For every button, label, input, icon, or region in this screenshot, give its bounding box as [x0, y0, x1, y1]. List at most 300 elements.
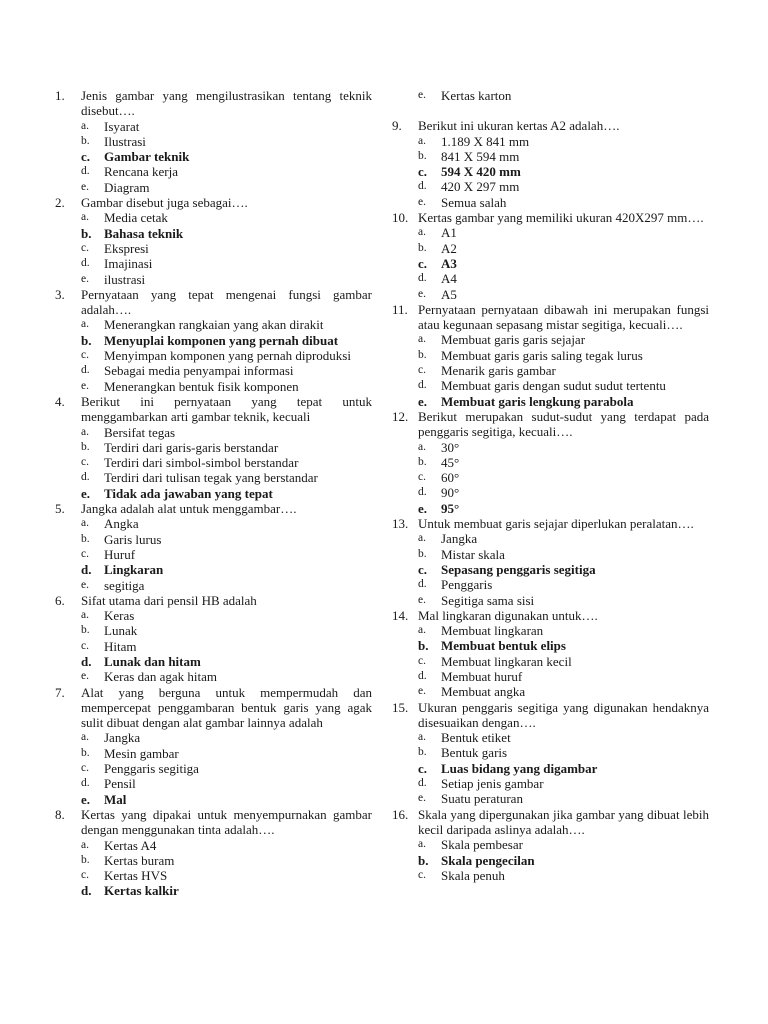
option-text: Menerangkan bentuk fisik komponen: [104, 378, 299, 394]
question-stem: [55, 685, 372, 731]
answer-option: [55, 730, 372, 745]
question-number: 7.: [55, 684, 65, 700]
question-number: 12.: [392, 408, 409, 424]
question-text: Skala yang dipergunakan jika gambar yang dibuat lebih kecil daripada aslinya adalah….: [418, 806, 709, 837]
option-letter: a.: [418, 838, 426, 851]
option-letter: b.: [81, 624, 90, 637]
option-letter: b.: [418, 455, 427, 468]
option-text: Membuat garis dengan sudut sudut tertentu: [441, 378, 666, 394]
option-text: Lunak: [104, 623, 138, 639]
answer-option: [392, 623, 709, 638]
question-13: [392, 516, 709, 608]
question-16: [392, 807, 709, 883]
answer-option: [392, 363, 709, 378]
option-letter: e.: [418, 593, 426, 606]
answer-option: [392, 531, 709, 546]
column-gap: [392, 103, 709, 118]
answer-option: [55, 669, 372, 684]
question-stem: [55, 287, 372, 318]
answer-option: [55, 516, 372, 531]
answer-option: [55, 440, 372, 455]
option-letter: a.: [81, 838, 89, 851]
option-letter: b.: [418, 852, 429, 868]
option-letter: d.: [81, 257, 90, 270]
option-text: Membuat huruf: [441, 668, 523, 684]
question-stem: [392, 807, 709, 838]
answer-option-correct: [392, 562, 709, 577]
question-stem: [55, 394, 372, 425]
answer-option: [392, 149, 709, 164]
option-text: A3: [441, 255, 457, 271]
question-number: 9.: [392, 118, 402, 134]
option-text: Jangka: [104, 730, 141, 746]
option-letter: a.: [418, 333, 426, 346]
answer-option: [55, 241, 372, 256]
answer-option-correct: [392, 501, 709, 516]
option-text: Rencana kerja: [104, 164, 178, 180]
option-text: Kertas A4: [104, 837, 157, 853]
option-letter: e.: [81, 791, 91, 807]
option-text: Imajinasi: [104, 256, 153, 272]
option-text: 420 X 297 mm: [441, 179, 520, 195]
option-text: A5: [441, 286, 457, 302]
option-letter: d.: [81, 883, 92, 899]
option-letter: d.: [81, 653, 92, 669]
answer-option: [55, 639, 372, 654]
option-text: Diagram: [104, 179, 150, 195]
option-letter: c.: [418, 760, 428, 776]
answer-option: [55, 256, 372, 271]
option-text: Keras: [104, 608, 135, 624]
option-text: Bentuk garis: [441, 745, 508, 761]
option-text: Menarik garis gambar: [441, 363, 556, 379]
option-letter: d.: [418, 379, 427, 392]
option-letter: a.: [418, 624, 426, 637]
option-letter: e.: [418, 500, 428, 516]
option-letter: c.: [81, 456, 89, 469]
answer-option-correct: [55, 149, 372, 164]
option-text: Angka: [104, 516, 139, 532]
option-text: Membuat lingkaran: [441, 623, 544, 639]
answer-option: [392, 470, 709, 485]
option-letter: a.: [418, 731, 426, 744]
answer-option: [392, 88, 709, 103]
question-text: Ukuran penggaris segitiga yang digunakan hendaknya disesuaikan dengan….: [418, 699, 709, 730]
answer-option-correct: [55, 226, 372, 241]
option-text: Pensil: [104, 776, 136, 792]
question-number: 14.: [392, 607, 409, 623]
option-text: Skala pengecilan: [441, 852, 535, 868]
option-text: Semua salah: [441, 194, 507, 210]
option-text: Bersifat tegas: [104, 424, 176, 440]
option-letter: b.: [418, 547, 427, 560]
answer-option-correct: [392, 853, 709, 868]
question-2: [55, 195, 372, 287]
answer-option: [392, 348, 709, 363]
answer-option-correct: [55, 654, 372, 669]
question-stem: [392, 302, 709, 333]
option-text: Menyimpan komponen yang pernah diproduksi: [104, 348, 351, 364]
question-text: Gambar disebut juga sebagai….: [81, 195, 248, 211]
option-letter: a.: [81, 119, 89, 132]
option-letter: d.: [81, 562, 92, 578]
option-letter: e.: [81, 272, 89, 285]
answer-option-correct: [55, 562, 372, 577]
option-letter: c.: [81, 869, 89, 882]
option-text: Keras dan agak hitam: [104, 669, 217, 685]
question-number: 8.: [55, 806, 65, 822]
answer-option: [392, 547, 709, 562]
question-stem: [55, 501, 372, 516]
answer-option: [392, 455, 709, 470]
option-text: 594 X 420 mm: [441, 164, 521, 180]
option-letter: c.: [81, 762, 89, 775]
question-text: Sifat utama dari pensil HB adalah: [81, 592, 257, 608]
question-stem: [392, 409, 709, 440]
answer-option: [392, 577, 709, 592]
option-letter: e.: [418, 195, 426, 208]
answer-option: [55, 455, 372, 470]
option-text: Membuat angka: [441, 684, 526, 700]
question-number: 1.: [55, 88, 65, 103]
question-10: [392, 210, 709, 302]
option-letter: d.: [418, 777, 427, 790]
answer-option: [55, 853, 372, 868]
answer-option: [55, 164, 372, 179]
option-text: Ilustrasi: [104, 133, 146, 149]
option-letter: e.: [81, 180, 89, 193]
option-letter: e.: [418, 89, 426, 101]
option-letter: b.: [81, 440, 90, 453]
option-letter: b.: [418, 149, 427, 162]
option-text: 90°: [441, 485, 460, 501]
option-text: Isyarat: [104, 118, 140, 134]
option-letter: d.: [418, 486, 427, 499]
option-text: Tidak ada jawaban yang tepat: [104, 485, 273, 501]
option-letter: c.: [418, 654, 426, 667]
option-text: Terdiri dari tulisan tegak yang berstandar: [104, 470, 318, 486]
option-text: Membuat lingkaran kecil: [441, 653, 572, 669]
answer-option: [392, 241, 709, 256]
option-letter: a.: [418, 134, 426, 147]
answer-option: [55, 180, 372, 195]
option-text: Lunak dan hitam: [104, 653, 201, 669]
option-letter: b.: [418, 241, 427, 254]
option-letter: d.: [81, 777, 90, 790]
option-text: Jangka: [441, 531, 478, 547]
question-text: Jangka adalah alat untuk menggambar….: [81, 501, 297, 517]
answer-option: [55, 470, 372, 485]
question-stem: [55, 88, 372, 119]
option-letter: e.: [81, 379, 89, 392]
question-number: 2.: [55, 195, 65, 211]
option-text: 60°: [441, 470, 460, 486]
option-letter: a.: [81, 517, 89, 530]
question-number: 6.: [55, 592, 65, 608]
answer-option-correct: [392, 164, 709, 179]
option-letter: e.: [418, 393, 428, 409]
question-4: [55, 394, 372, 501]
option-text: Suatu peraturan: [441, 791, 523, 807]
answer-option: [55, 532, 372, 547]
option-letter: d.: [81, 471, 90, 484]
answer-option-correct: [55, 333, 372, 348]
answer-option: [392, 791, 709, 806]
option-letter: c.: [81, 349, 89, 362]
option-text: Membuat garis garis saling tegak lurus: [441, 347, 643, 363]
question-stem: [55, 195, 372, 210]
answer-option: [392, 868, 709, 883]
option-text: Terdiri dari garis-garis berstandar: [104, 439, 279, 455]
option-text: Garis lurus: [104, 531, 162, 547]
answer-option: [392, 684, 709, 699]
option-letter: b.: [81, 332, 92, 348]
option-letter: d.: [418, 180, 427, 193]
option-text: Menerangkan rangkaian yang akan dirakit: [104, 317, 324, 333]
option-letter: c.: [418, 364, 426, 377]
option-letter: c.: [81, 241, 89, 254]
answer-option-correct: [392, 256, 709, 271]
question-text: Pernyataan yang tepat mengenai fungsi gambar adalah….: [81, 286, 372, 318]
answer-option: [55, 761, 372, 776]
answer-option-correct: [392, 638, 709, 653]
option-text: A4: [441, 271, 457, 287]
answer-option: [55, 838, 372, 853]
question-number: 4.: [55, 393, 65, 409]
answer-option: [55, 425, 372, 440]
option-text: Bentuk etiket: [441, 730, 511, 746]
answer-option: [392, 332, 709, 347]
question-11: [392, 302, 709, 409]
option-text: Terdiri dari simbol-simbol berstandar: [104, 455, 299, 471]
option-letter: e.: [81, 485, 91, 501]
question-7: [55, 685, 372, 807]
answer-option: [55, 547, 372, 562]
question-text: Pernyataan pernyataan dibawah ini merupakan fungsi atau kegunaan sepasang mistar segitiga, kecuali….: [418, 301, 709, 333]
answer-option: [55, 623, 372, 638]
option-text: Membuat garis lengkung parabola: [441, 393, 634, 409]
question-stem: [392, 210, 709, 225]
option-letter: d.: [418, 669, 427, 682]
answer-option: [55, 210, 372, 225]
answer-option: [55, 272, 372, 287]
option-text: Kertas buram: [104, 852, 175, 868]
option-text: Gambar teknik: [104, 149, 190, 165]
answer-option: [392, 776, 709, 791]
answer-option: [392, 440, 709, 455]
answer-option: [55, 608, 372, 623]
question-number: 5.: [55, 501, 65, 517]
answer-option: [392, 730, 709, 745]
answer-option-correct: [392, 761, 709, 776]
answer-option: [392, 179, 709, 194]
question-text: Berikut ini ukuran kertas A2 adalah….: [418, 118, 620, 134]
question-text: Berikut merupakan sudut-sudut yang terdapat pada penggaris segitiga, kecuali….: [418, 408, 709, 440]
answer-option-correct: [55, 883, 372, 898]
answer-option: [392, 485, 709, 500]
question-number: 10.: [392, 210, 409, 226]
question-12: [392, 409, 709, 516]
option-letter: c.: [81, 547, 89, 560]
question-3: [55, 287, 372, 394]
option-text: segitiga: [104, 577, 145, 593]
question-stem: [55, 593, 372, 608]
question-number: 13.: [392, 516, 409, 532]
answer-option-correct: [55, 486, 372, 501]
option-text: Kertas HVS: [104, 868, 168, 884]
option-text: 45°: [441, 454, 460, 470]
question-1: [55, 88, 372, 195]
option-text: Luas bidang yang digambar: [441, 760, 598, 776]
option-letter: c.: [81, 149, 91, 165]
option-text: Penggaris: [441, 577, 493, 593]
option-text: Sepasang penggaris segitiga: [441, 561, 596, 577]
option-letter: e.: [81, 670, 89, 683]
option-letter: a.: [81, 731, 89, 744]
answer-option: [392, 654, 709, 669]
question-9: [392, 118, 709, 210]
option-letter: b.: [81, 746, 90, 759]
option-text: Lingkaran: [104, 562, 164, 578]
option-text: Bahasa teknik: [104, 225, 184, 241]
option-letter: b.: [81, 532, 90, 545]
option-letter: a.: [418, 440, 426, 453]
answer-option: [392, 225, 709, 240]
option-text: 841 X 594 mm: [441, 148, 520, 164]
question-14: [392, 608, 709, 700]
answer-option: [55, 776, 372, 791]
question-text: Kertas yang dipakai untuk menyempurnakan gambar dengan menggunakan tinta adalah….: [81, 806, 372, 838]
option-letter: c.: [418, 471, 426, 484]
option-letter: e.: [81, 578, 89, 591]
option-text: Skala pembesar: [441, 837, 523, 853]
option-letter: b.: [418, 638, 429, 654]
answer-option: [392, 195, 709, 210]
option-text: ilustrasi: [104, 271, 146, 287]
answer-option-correct: [55, 792, 372, 807]
answer-option: [55, 578, 372, 593]
question-number: 3.: [55, 286, 65, 302]
option-letter: b.: [418, 348, 427, 361]
option-text: Penggaris segitiga: [104, 761, 199, 777]
answer-option: [392, 271, 709, 286]
answer-option: [55, 134, 372, 149]
option-letter: c.: [418, 255, 428, 271]
option-text: Huruf: [104, 546, 136, 562]
answer-option: [55, 317, 372, 332]
question-stem: [55, 807, 372, 838]
left-column: [55, 88, 372, 899]
option-text: Ekspresi: [104, 240, 149, 256]
answer-option: [392, 593, 709, 608]
option-text: 95°: [441, 500, 460, 516]
answer-option: [392, 134, 709, 149]
option-text: 1.189 X 841 mm: [441, 133, 530, 149]
answer-option: [55, 119, 372, 134]
option-text: Hitam: [104, 638, 137, 654]
option-letter: a.: [81, 609, 89, 622]
question-number: 11.: [392, 301, 408, 317]
option-letter: d.: [418, 578, 427, 591]
answer-option: [392, 837, 709, 852]
option-letter: d.: [81, 364, 90, 377]
question-6: [55, 593, 372, 685]
option-letter: a.: [418, 532, 426, 545]
option-letter: c.: [418, 561, 428, 577]
option-letter: b.: [81, 134, 90, 147]
option-text: A2: [441, 240, 457, 256]
option-text: A1: [441, 225, 457, 241]
answer-option-correct: [392, 394, 709, 409]
option-letter: e.: [418, 287, 426, 300]
question-8: [392, 88, 709, 103]
option-text: 30°: [441, 439, 460, 455]
answer-option: [392, 745, 709, 760]
question-text: Jenis gambar yang mengilustrasikan tentang teknik disebut….: [81, 88, 372, 119]
option-letter: b.: [81, 853, 90, 866]
option-text: Setiap jenis gambar: [441, 776, 544, 792]
option-text: Segitiga sama sisi: [441, 592, 535, 608]
option-text: Sebagai media penyampai informasi: [104, 363, 294, 379]
option-text: Kertas kalkir: [104, 883, 179, 899]
question-number: 16.: [392, 806, 409, 822]
question-15: [392, 700, 709, 807]
question-number: 15.: [392, 699, 409, 715]
question-stem: [392, 118, 709, 133]
question-text: Berikut ini pernyataan yang tepat untuk menggambarkan arti gambar teknik, kecuali: [81, 393, 372, 425]
answer-option: [392, 669, 709, 684]
option-letter: a.: [81, 211, 89, 224]
question-stem: [392, 516, 709, 531]
question-text: Mal lingkaran digunakan untuk….: [418, 607, 598, 623]
question-text: Untuk membuat garis sejajar diperlukan peralatan….: [418, 516, 694, 532]
option-letter: e.: [418, 685, 426, 698]
option-letter: d.: [418, 272, 427, 285]
option-text: Mistar skala: [441, 546, 505, 562]
option-letter: a.: [418, 226, 426, 239]
option-letter: b.: [81, 225, 92, 241]
option-letter: c.: [418, 164, 428, 180]
question-5: [55, 501, 372, 593]
answer-option: [392, 378, 709, 393]
question-8: [55, 807, 372, 899]
answer-option: [55, 348, 372, 363]
option-text: Mal: [104, 791, 127, 807]
question-text: Alat yang berguna untuk mempermudah dan mempercepat penggambaran bentuk garis yang agak sulit dibuat dengan alat gambar lainnya adalah: [81, 684, 372, 731]
option-letter: b.: [418, 746, 427, 759]
question-stem: [392, 608, 709, 623]
option-text: Kertas karton: [441, 88, 512, 103]
option-letter: a.: [81, 318, 89, 331]
option-text: Menyuplai komponen yang pernah dibuat: [104, 332, 339, 348]
option-text: Membuat garis garis sejajar: [441, 332, 586, 348]
answer-option: [392, 287, 709, 302]
question-text: Kertas gambar yang memiliki ukuran 420X297 mm….: [418, 210, 704, 226]
right-column: [392, 88, 709, 883]
answer-option: [55, 379, 372, 394]
option-text: Skala penuh: [441, 867, 505, 883]
question-stem: [392, 700, 709, 731]
option-letter: c.: [81, 639, 89, 652]
option-text: Membuat bentuk elips: [441, 638, 566, 654]
option-letter: c.: [418, 868, 426, 881]
answer-option: [55, 363, 372, 378]
answer-option: [55, 868, 372, 883]
option-letter: a.: [81, 425, 89, 438]
answer-option: [55, 746, 372, 761]
option-text: Media cetak: [104, 210, 168, 226]
option-letter: d.: [81, 165, 90, 178]
